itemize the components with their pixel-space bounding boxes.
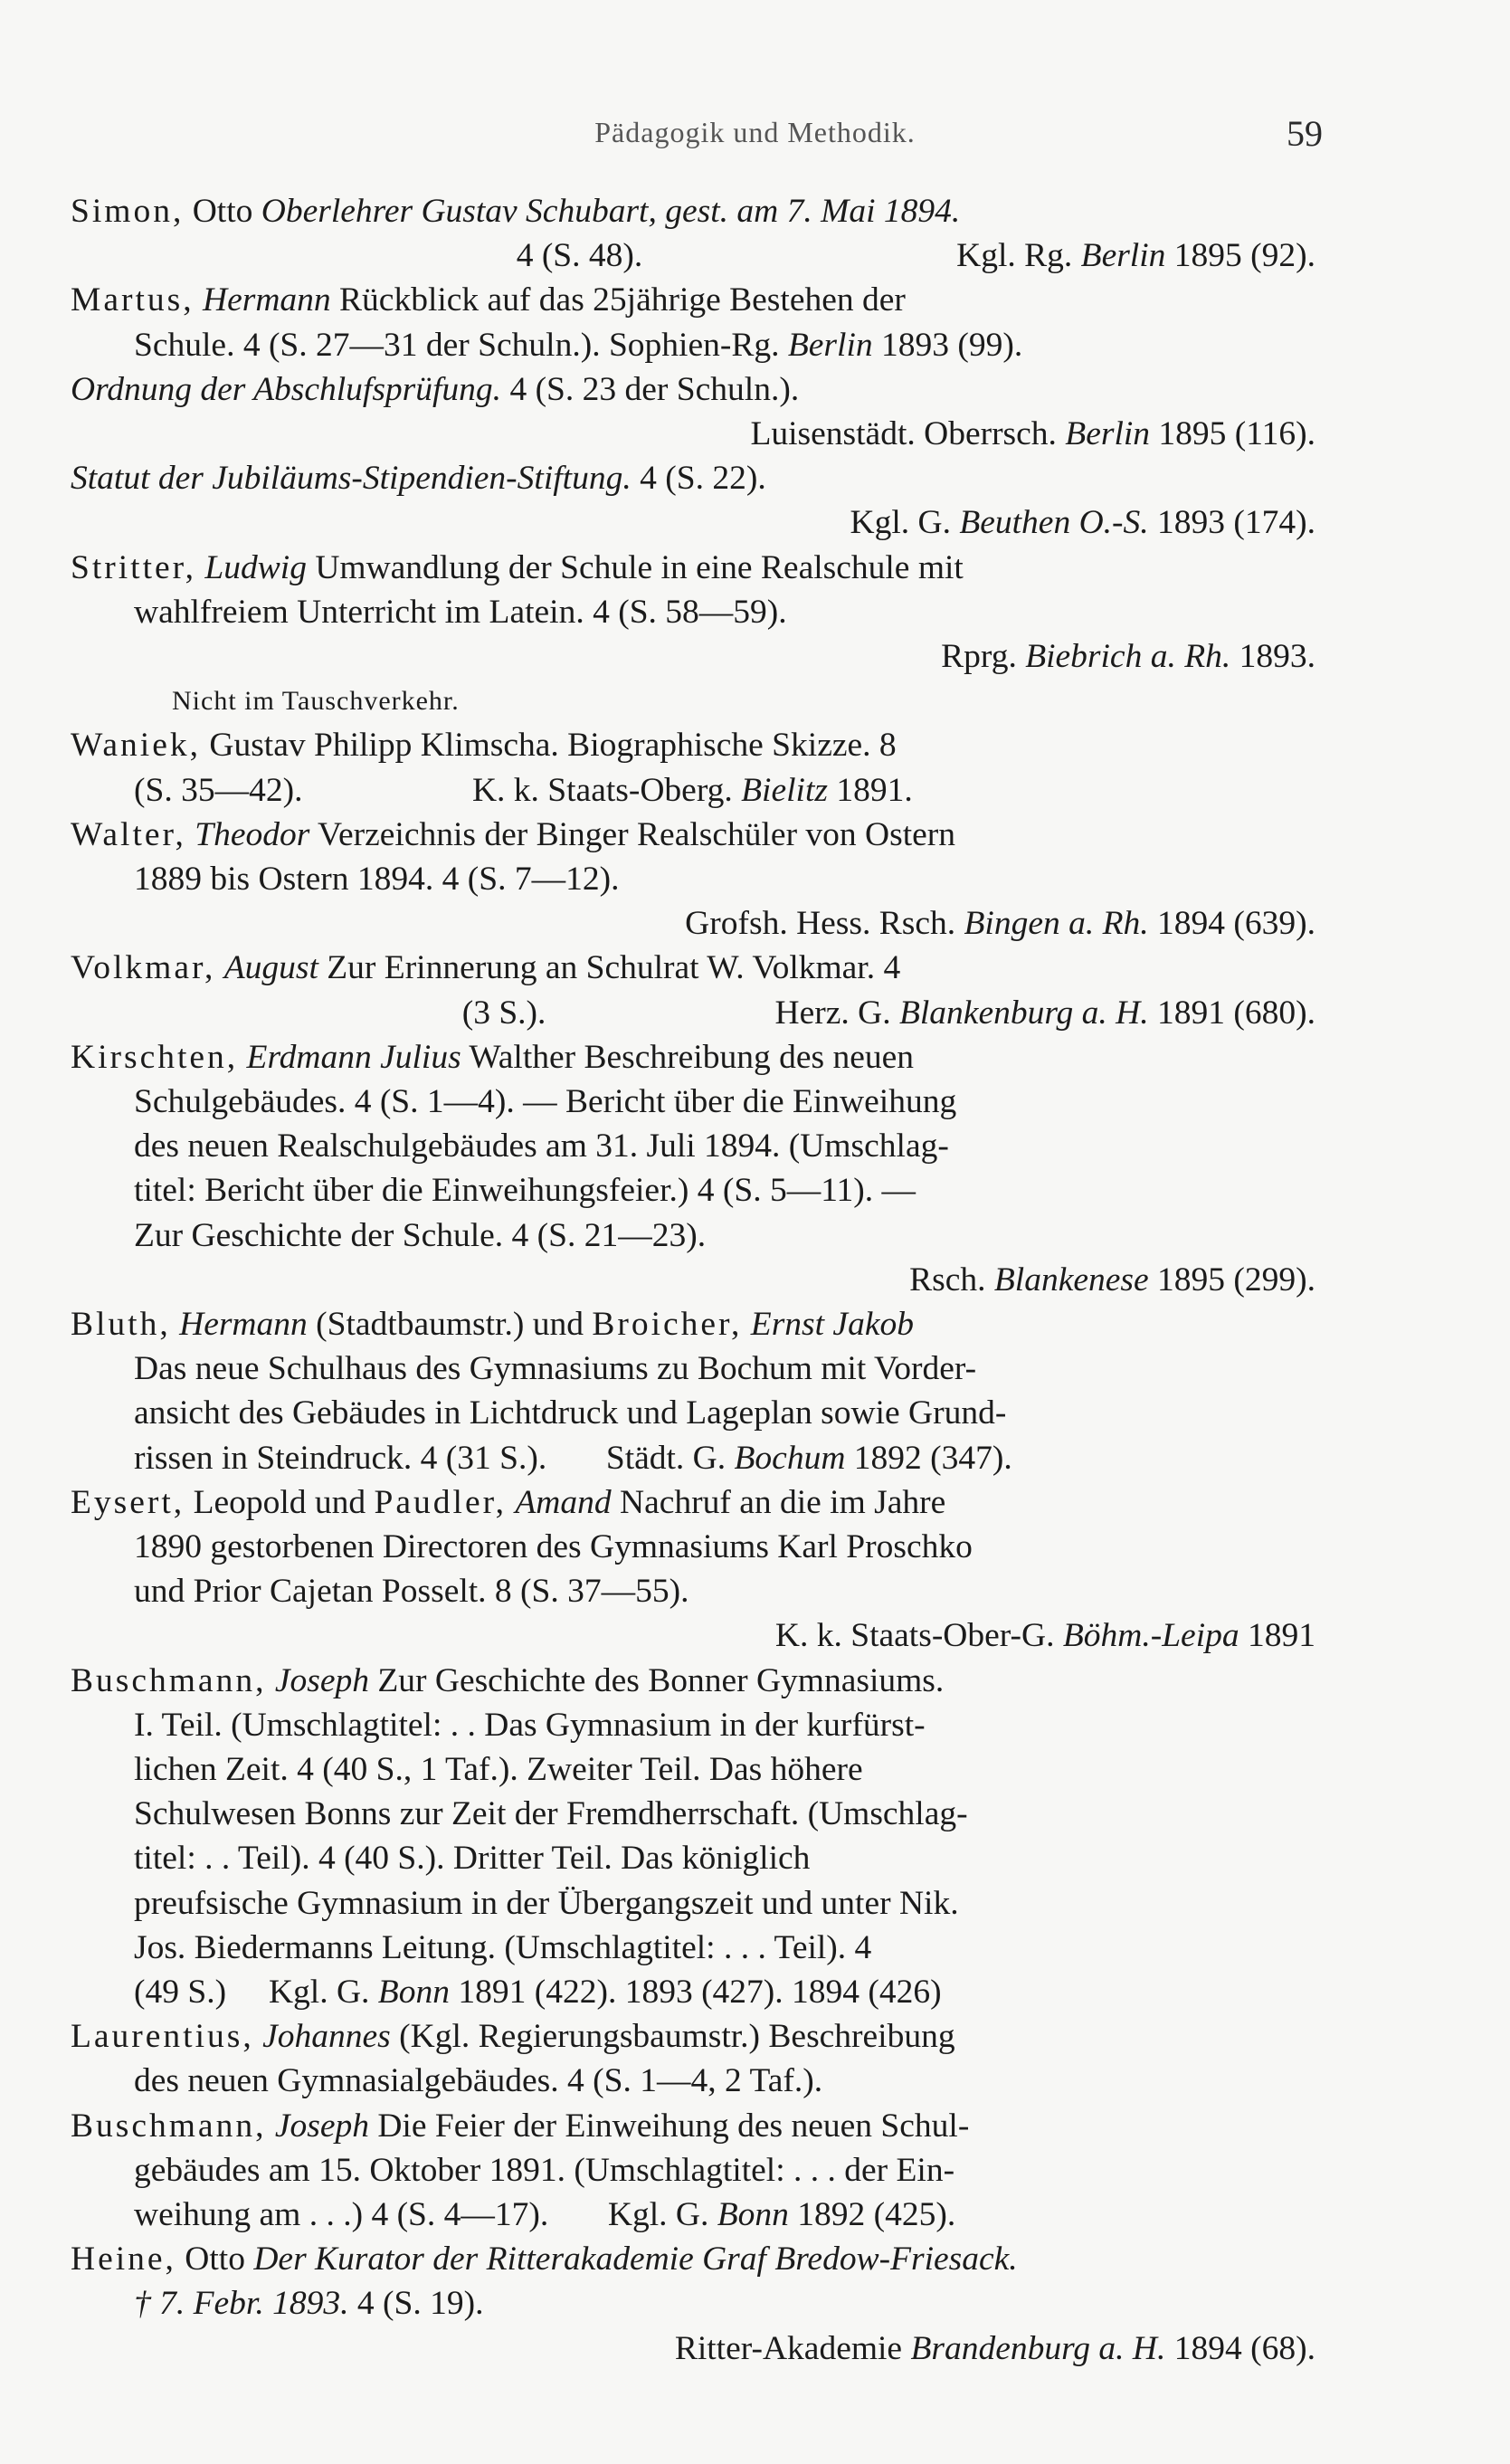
text-segment: 1891 (422). 1893 (427). 1894 (426): [449, 1974, 942, 2011]
entry-line: [134, 2195, 1315, 2235]
italic-text: Beuthen O.-S.: [959, 504, 1149, 542]
entry-first-line: [71, 1038, 1315, 1078]
entry-first-line: [71, 948, 1315, 988]
text-segment: [215, 949, 223, 986]
text-segment: und Prior Cajetan Posselt. 8 (S. 37—55).: [134, 1573, 689, 1611]
italic-text: Ludwig: [204, 548, 307, 586]
italic-text: Der Kurator der Ritterakademie Graf Bredow-Friesack.: [253, 2240, 1018, 2278]
italic-text: Berlin: [1080, 237, 1166, 275]
entry-line: [134, 326, 1315, 366]
text-segment: Das neue Schulhaus des Gymnasiums zu Bochum mit Vorder-: [134, 1350, 977, 1388]
author-name: Eysert,: [71, 1483, 185, 1521]
text-segment: 1891 (680).: [1148, 994, 1315, 1032]
text-segment: weihung am . . .) 4 (S. 4—17). Kgl. G.: [134, 2196, 717, 2233]
entry-line: [134, 1884, 1315, 1924]
text-segment: 1895 (116).: [1150, 415, 1315, 452]
text-segment: Schulwesen Bonns zur Zeit der Fremdherrschaft. (Umschlag-: [134, 1795, 968, 1833]
entry-line: [134, 1127, 1315, 1166]
text-segment: K. k. Staats-Ober-G.: [774, 1617, 1063, 1655]
entry-first-line: [71, 2017, 1315, 2057]
text-segment: Grofsh. Hess. Rsch.: [685, 905, 964, 943]
italic-text: Bochum: [734, 1439, 846, 1477]
text-segment: Zur Erinnerung an Schulrat W. Volkmar. 4: [318, 949, 901, 987]
text-segment: [254, 2018, 262, 2055]
text-segment: preufsische Gymnasium in der Übergangszeit und unter Nik.: [134, 1884, 959, 1922]
text-segment: [266, 2107, 274, 2145]
entry-line: [134, 1082, 1315, 1122]
text-segment: Leopold und: [185, 1483, 375, 1521]
entry-line: [134, 860, 1315, 899]
entry-first-line: [71, 370, 1315, 410]
entry-line: [134, 994, 1315, 1033]
italic-text: Bonn: [717, 2196, 789, 2233]
italic-text: Ernst Jakob: [750, 1306, 914, 1343]
italic-text: Blankenburg a. H.: [898, 994, 1149, 1032]
text-segment: gebäudes am 15. Oktober 1891. (Umschlagtitel: . . . der Ein-: [134, 2151, 955, 2189]
text-segment: 4 (S. 23 der Schuln.).: [501, 370, 800, 408]
italic-text: Joseph: [274, 2107, 369, 2145]
entry-first-line: [71, 815, 1315, 855]
entry-line: [941, 637, 1315, 677]
italic-text: Statut der Jubiläums-Stipendien-Stiftung.: [71, 460, 632, 498]
text-segment: (S. 35—42). K. k. Staats-Oberg.: [134, 771, 742, 809]
italic-text: Biebrich a. Rh.: [1025, 638, 1231, 675]
entry-first-line: [71, 459, 1315, 499]
text-segment: 1893 (99).: [872, 326, 1023, 364]
text-segment: Nicht im Tauschverkehr.: [172, 686, 460, 717]
entry-line: [134, 2284, 1315, 2324]
text-segment: [507, 1484, 515, 1521]
entry-first-line: [71, 2107, 1315, 2146]
text-segment: Otto: [176, 2240, 254, 2278]
text-segment: des neuen Realschulgebäudes am 31. Juli 1894. (Umschlag-: [134, 1127, 949, 1165]
entry-line: [775, 1616, 1315, 1656]
text-segment: 1892 (425).: [788, 2196, 956, 2233]
text-segment: 1894 (68).: [1165, 2329, 1315, 2367]
entry-line: [134, 1572, 1315, 1612]
text-segment: Die Feier der Einweihung des neuen Schul-: [368, 2107, 970, 2145]
text-segment: Umwandlung der Schule in eine Realschule mit: [306, 548, 964, 586]
text-segment: [196, 549, 204, 586]
text-segment: Verzeichnis der Binger Realschüler von Ostern: [309, 815, 956, 853]
entry-line: [172, 681, 460, 721]
text-segment: 1889 bis Ostern 1894. 4 (S. 7—12).: [134, 861, 620, 898]
entry-first-line: [71, 726, 1315, 766]
entry-first-line: [71, 1661, 1315, 1701]
text-segment: Schule. 4 (S. 27—31 der Schuln.). Sophien-Rg.: [134, 326, 788, 364]
entry-line: [134, 1349, 1315, 1389]
author-name: Simon,: [71, 193, 185, 230]
italic-text: Amand: [515, 1483, 612, 1521]
text-segment: 4 (S. 22).: [631, 460, 766, 498]
author-name: Heine,: [71, 2240, 176, 2278]
text-segment: (49 S.) Kgl. G.: [134, 1974, 378, 2011]
text-segment: (Stadtbaumstr.) und: [307, 1306, 593, 1343]
text-segment: Gustav Philipp Klimscha. Biographische Skizze. 8: [200, 727, 897, 765]
entry-line: [134, 1973, 1315, 2012]
author-name: Bluth,: [71, 1306, 171, 1343]
italic-text: Ordnung der Abschlufsprüfung.: [71, 370, 502, 408]
italic-text: Berlin: [787, 326, 873, 364]
text-segment: Otto: [184, 193, 261, 230]
text-segment: Zur Geschichte der Schule. 4 (S. 21—23).: [134, 1216, 707, 1254]
entry-line: [134, 1928, 1315, 1968]
italic-text: Bonn: [377, 1974, 450, 2011]
author-name: Kirschten,: [71, 1038, 239, 1076]
text-segment: I. Teil. (Umschlagtitel: . . Das Gymnasium in der kurfürst-: [134, 1706, 926, 1744]
text-segment: Schulgebäudes. 4 (S. 1—4). — Bericht über die Einweihung: [134, 1083, 957, 1120]
author-name: Walter,: [71, 815, 186, 853]
text-segment: 1893.: [1230, 638, 1315, 675]
italic-text: Johannes: [262, 2018, 391, 2056]
italic-text: Erdmann Julius: [246, 1038, 461, 1076]
text-segment: 1891: [1239, 1617, 1315, 1655]
text-segment: Luisenstädt. Oberrsch.: [750, 415, 1066, 452]
running-title: Pädagogik und Methodik.: [594, 116, 916, 148]
text-segment: 1895 (299).: [1148, 1261, 1315, 1299]
entry-line: [750, 414, 1315, 454]
entry-first-line: [71, 2240, 1315, 2279]
italic-text: Brandenburg a. H.: [910, 2329, 1166, 2367]
italic-text: Joseph: [274, 1661, 369, 1699]
text-segment: [186, 816, 195, 853]
text-segment: 1893 (174).: [1148, 504, 1315, 542]
entry-line: [134, 236, 1315, 276]
text-segment: [195, 281, 203, 319]
entry-line: [134, 593, 1315, 633]
text-segment: Ritter-Akademie: [674, 2329, 911, 2367]
entry-line: [134, 1394, 1315, 1433]
italic-text: Bingen a. Rh.: [964, 905, 1149, 943]
text-segment: titel: Bericht über die Einweihungsfeier.) 4 (S. 5—11). —: [134, 1172, 916, 1210]
entry-line: [134, 1527, 1315, 1567]
entry-line: [685, 904, 1315, 944]
text-segment: Rsch.: [909, 1261, 994, 1299]
text-segment: des neuen Gymnasialgebäudes. 4 (S. 1—4, 2 Taf.).: [134, 2062, 823, 2100]
text-segment: Rückblick auf das 25jährige Bestehen der: [330, 281, 906, 319]
text-segment: (Kgl. Regierungsbaumstr.) Beschreibung: [390, 2018, 955, 2056]
author-name: Stritter,: [71, 548, 197, 586]
text-segment: Kgl. G.: [850, 504, 960, 542]
text-segment: titel: . . Teil). 4 (40 S.). Dritter Teil. Das königlich: [134, 1840, 811, 1878]
entry-first-line: [71, 548, 1315, 588]
author-name: Laurentius,: [71, 2018, 254, 2056]
text-segment: rissen in Steindruck. 4 (31 S.). Städt. G.: [134, 1439, 735, 1477]
text-segment: [266, 1662, 274, 1699]
entry-first-line: [71, 281, 1315, 320]
italic-text: August: [223, 949, 318, 987]
text-segment: 1891.: [827, 771, 913, 809]
entry-line: [134, 1216, 1315, 1256]
author-name: Buschmann,: [71, 2107, 267, 2145]
entry-line: [909, 1261, 1315, 1300]
text-segment: [238, 1039, 246, 1076]
entry-line: [134, 1794, 1315, 1834]
italic-text: Theodor: [195, 815, 310, 853]
text-segment: Jos. Biedermanns Leitung. (Umschlagtitel: . . . Teil). 4: [134, 1928, 872, 1966]
text-segment: 1895 (92).: [1165, 237, 1315, 275]
entry-line: [134, 1750, 1315, 1790]
italic-text: † 7. Febr. 1893.: [134, 2285, 349, 2323]
entry-first-line: [71, 1483, 1315, 1523]
italic-text: Oberlehrer Gustav Schubart, gest. am 7. Mai 1894.: [261, 193, 961, 230]
italic-text: Hermann: [203, 281, 331, 319]
text-segment: 1894 (639).: [1148, 905, 1315, 943]
author-name: Broicher,: [592, 1306, 743, 1343]
text-segment: Nachruf an die im Jahre: [611, 1483, 946, 1521]
text-segment: 1890 gestorbenen Directoren des Gymnasiums Karl Proschko: [134, 1528, 973, 1565]
author-name: Martus,: [71, 281, 195, 319]
entry-line: [134, 2061, 1315, 2101]
text-segment: Zur Geschichte des Bonner Gymnasiums.: [368, 1661, 945, 1699]
italic-text: Bielitz: [741, 771, 828, 809]
text-segment: Rprg.: [941, 638, 1026, 675]
text-segment: 4 (S. 19).: [348, 2285, 484, 2323]
entry-line: [134, 771, 1315, 811]
text-segment: ansicht des Gebäudes in Lichtdruck und Lageplan sowie Grund-: [134, 1394, 1007, 1432]
entry-line: [134, 1839, 1315, 1879]
entry-line: [134, 1439, 1315, 1479]
entry-line: [850, 503, 1315, 543]
entry-first-line: [71, 192, 1315, 232]
italic-text: Hermann: [179, 1306, 308, 1343]
text-segment: [742, 1306, 750, 1343]
author-name: Paudler,: [374, 1483, 507, 1521]
text-segment: 1892 (347).: [845, 1439, 1012, 1477]
text-segment: [171, 1306, 179, 1343]
entry-first-line: [71, 1305, 1315, 1345]
italic-text: Berlin: [1065, 415, 1151, 452]
italic-text: Böhm.-Leipa: [1062, 1617, 1239, 1655]
text-segment: 4 (S. 48). Kgl. Rg.: [516, 237, 1081, 275]
text-segment: (3 S.). Herz. G.: [461, 994, 899, 1032]
author-name: Volkmar,: [71, 949, 216, 987]
text-segment: lichen Zeit. 4 (40 S., 1 Taf.). Zweiter Teil. Das höhere: [134, 1751, 863, 1788]
italic-text: Blankenese: [993, 1261, 1149, 1299]
entry-line: [134, 1706, 1315, 1746]
entry-line: [675, 2329, 1315, 2369]
entry-line: [134, 2151, 1315, 2191]
page-number: 59: [1287, 113, 1323, 154]
text-segment: wahlfreiem Unterricht im Latein. 4 (S. 58—59).: [134, 593, 787, 631]
author-name: Waniek,: [71, 727, 201, 765]
text-segment: Walther Beschreibung des neuen: [461, 1038, 914, 1076]
entry-line: [134, 1171, 1315, 1211]
author-name: Buschmann,: [71, 1661, 267, 1699]
